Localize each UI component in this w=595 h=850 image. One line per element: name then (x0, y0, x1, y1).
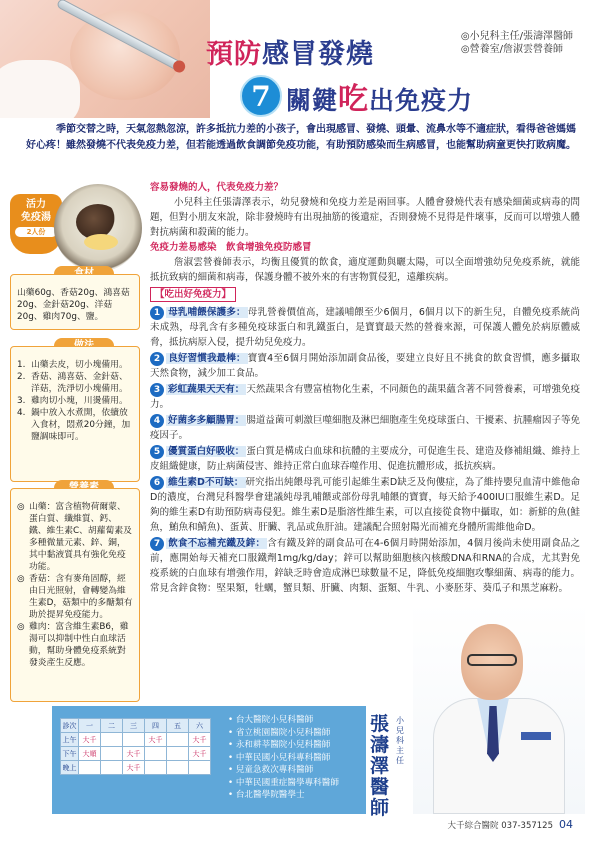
method-step (17, 359, 133, 371)
tips-list (150, 305, 580, 596)
nutrition-text: 雞肉：富含維生素B6，雞湯可以抑制中性白血球活動，幫助身體免疫系統對發炎產生反應。 (29, 622, 129, 668)
main-article (150, 180, 580, 596)
page-footer (448, 818, 573, 831)
schedule-corner: 診次 (61, 719, 79, 733)
headline-part-a: 關鍵 (286, 86, 339, 115)
section-2-text: 詹淑雲營養師表示，均衡且優質的飲食，適度運動與曬太陽，可以全面增強幼兒免疫系統，就能抵抗致病的細菌和病毒，保護身體不被外來的有害物質侵犯，遠離疾病。 (150, 257, 580, 283)
clinic-schedule-table (60, 718, 211, 775)
headline-rest: 感冒發燒 (262, 39, 374, 70)
step-text: 香菇、鴻喜菇、金針菇、洋菇，洗淨切小塊備用。 (31, 372, 128, 394)
tip-number: 2 (150, 352, 164, 366)
soup-photo (54, 184, 142, 272)
tip-item (150, 475, 580, 535)
tip-text: 蛋白質是構成白血球和抗體的主要成分，可促進生長、建造及修補組織、維持上皮組織健康，防止病菌侵害、維持正常白血球吞噬作用、促進抗體形成，抵抗疾病。 (150, 446, 580, 472)
headline-line-2 (240, 74, 473, 118)
headline-part-b: 出免疫力 (369, 86, 474, 115)
recipe-sidebar (10, 184, 140, 706)
cloth-shape (0, 60, 80, 118)
schedule-day: 四 (145, 719, 167, 733)
schedule-day: 一 (79, 719, 101, 733)
author-1: ◎小兒科主任/張濤澤醫師 (460, 31, 573, 42)
tip-item (150, 536, 580, 596)
schedule-session: 晚上 (61, 761, 79, 775)
tip-item (150, 351, 580, 381)
schedule-cell (79, 761, 101, 775)
tip-text: 腸道益菌可刺激巨噬細胞及淋巴細胞產生免疫球蛋白、干擾素、抗腫瘤因子等免疫因子。 (150, 415, 580, 441)
method-step (17, 395, 133, 407)
tip-item (150, 305, 580, 350)
schedule-cell (189, 761, 211, 775)
tip-number: 6 (150, 476, 164, 490)
doctor-name (370, 714, 392, 819)
method-step (17, 407, 133, 443)
name-tag (521, 732, 551, 740)
section-1-text: 小兒科主任張濤澤表示，幼兒發燒和免疫力差是兩回事。人體會發燒代表有感染細菌或病毒的問題，但對小朋友來說，除非發燒時有出現抽筋的後遺症，否則發燒不見得是件壞事，反而可以增強人體對抗病菌和殺菌的能力。 (150, 197, 580, 238)
schedule-cell: 大千 (189, 747, 211, 761)
author-credits (461, 30, 573, 56)
schedule-row (61, 761, 211, 775)
nutrition-box (10, 488, 140, 702)
tip-item (150, 382, 580, 412)
schedule-cell (145, 747, 167, 761)
schedule-cell (145, 761, 167, 775)
method-step (17, 371, 133, 395)
step-number: 1. (17, 360, 26, 370)
schedule-session: 上午 (61, 733, 79, 747)
schedule-cell (101, 733, 123, 747)
credential-item: • 中華民國重症醫學專科醫師 (228, 777, 339, 790)
recipe-servings: 2人份 (15, 227, 57, 237)
nutrition-item (17, 573, 133, 621)
tip-text: 研究指出純餵母乳可能引起維生素D缺乏及佝僂症，為了維持嬰兒血清中維他命D的濃度，台灣兒科醫學會建議純母乳哺餵或部份母乳哺餵的寶寶，每天給予400IU口服維生素D。足夠的維生素D有助預防病毒侵犯。維生素D是脂溶性維生素，可以直接從食物中攝取，如：新鮮的魚(鮭魚，鮪魚和鯖魚)、蛋黃、肝臟、乳品或魚肝油。建議配合照射陽光而補充身體所需維他命D。 (150, 477, 580, 533)
recipe-badge-line-2: 免疫湯 (21, 212, 51, 223)
headline-number-badge: 7 (240, 75, 282, 117)
step-text: 鍋中放入水煮開，依續放入食材，悶煮20分鐘，加鹽調味即可。 (31, 408, 131, 442)
schedule-day: 六 (189, 719, 211, 733)
schedule-cell (167, 747, 189, 761)
credential-item: • 省立桃園醫院小兒科醫師 (228, 727, 339, 740)
tip-text: 天然蔬果含有豐富植物化生素，不同顏色的蔬果蘊含著不同營養素，可增強免疫力。 (150, 384, 580, 410)
credential-item: • 永和耕莘醫院小兒科醫師 (228, 739, 339, 752)
tip-heading: 優質蛋白好吸收： (168, 446, 245, 457)
schedule-cell: 大千 (79, 733, 101, 747)
nutrition-item (17, 501, 133, 573)
schedule-cell: 大千 (145, 733, 167, 747)
step-number: 3. (17, 396, 26, 406)
schedule-day: 三 (123, 719, 145, 733)
credential-item: • 中華民國小兒科專科醫師 (228, 752, 339, 765)
tip-heading: 母乳哺餵保護多： (168, 307, 246, 318)
credential-item: • 兒童急救次專科醫師 (228, 764, 339, 777)
schedule-cell (123, 733, 145, 747)
schedule-cell (167, 733, 189, 747)
schedule-cell: 大千 (123, 747, 145, 761)
author-2: ◎營養室/詹淑雲營養師 (460, 44, 563, 55)
tip-number: 5 (150, 445, 164, 459)
glasses-icon (467, 654, 517, 666)
doctor-name-char: 醫 (370, 776, 390, 798)
tip-heading: 好菌多多顧腸胃： (168, 415, 245, 426)
doctor-photo (413, 602, 585, 814)
doctor-role: 小兒科主任 (396, 716, 404, 765)
schedule-row (61, 747, 211, 761)
recipe-badge-line-1: 活力 (26, 199, 46, 210)
tip-number: 1 (150, 306, 164, 320)
intro-paragraph: 季節交替之時，天氣忽熱忽涼，許多抵抗力差的小孩子，會出現感冒、發燒、頭暈、流鼻水等不適症狀，看得爸爸媽媽好心疼！雖然發燒不代表免疫力差，但若能透過飲食調節免疫功能，有助預防感染而生病感冒，也能幫助病童更快打敗病魔。 (26, 124, 576, 151)
ingredients-text: 山藥60g、香菇20g、鴻喜菇20g、金針菇20g、洋菇20g、雞肉70g、鹽。 (17, 288, 130, 322)
page-number: 04 (559, 818, 573, 831)
doctor-name-panel (366, 706, 412, 819)
tip-text: 母乳營養價值高，建議哺餵至少6個月，6個月以下的新生兒，自體免疫系統尚未成熟，母乳含有多種免疫球蛋白和乳鐵蛋白，是寶寶最天然的營養來源，可保護人體免於病原體威脅，抵抗病原入侵，提升幼兒免疫力。 (150, 307, 580, 348)
tip-number: 3 (150, 383, 164, 397)
tip-number: 4 (150, 414, 164, 428)
step-text: 雞肉切小塊，川燙備用。 (31, 396, 128, 406)
nutrition-text: 香菇：含有麥角固醇，經由日光照射，會轉變為維生素D，菇類中的多醣類有助於提昇免疫能力。 (29, 574, 133, 620)
tip-text: 含有鐵及鋅的副食品可在4-6個月時開始添加，4個月後尚未使用副食品之前，應開始每天補充口服鐵劑1mg/kg/day；鋅可以幫助細胞核內核酸DNA和RNA的合成，尤其對免疫系統的白血球有增強作用，鋅缺乏時會造成淋巴球數量不足，降低免疫細胞攻擊細菌、病毒的能力。常見含鋅食物：堅果類，牡蠣，蟹貝類、肝臟、肉類、蛋類、牛乳、小麥胚芽、葵瓜子和黑芝麻粉。 (150, 538, 580, 594)
section-1-title: 容易發燒的人，代表免疫力差？ (150, 182, 284, 193)
method-box (10, 346, 140, 482)
nutrition-item (17, 621, 133, 669)
bullet-icon: ◎ (17, 622, 25, 632)
schedule-day: 五 (167, 719, 189, 733)
headline-highlight-2: 吃 (338, 82, 370, 117)
step-text: 山藥去皮，切小塊備用。 (31, 360, 128, 370)
hero-photo (0, 0, 210, 118)
schedule-cell (167, 761, 189, 775)
nutrition-list (11, 489, 139, 675)
doctor-name-char: 澤 (370, 755, 390, 777)
step-number: 2. (17, 372, 26, 382)
headline-line-1 (206, 32, 374, 71)
schedule-cell: 大順 (79, 747, 101, 761)
doctor-name-char: 濤 (370, 734, 390, 756)
schedule-session: 下午 (61, 747, 79, 761)
tip-heading: 良好習慣我最棒： (168, 353, 246, 364)
schedule-header-row (61, 719, 211, 733)
headline-text (286, 74, 473, 118)
tip-item (150, 413, 580, 443)
section-2-title: 免疫力差易感染 飲食增強免疫防感冒 (150, 242, 312, 253)
bullet-icon: ◎ (17, 574, 25, 584)
credential-item: • 台大醫院小兒科醫師 (228, 714, 339, 727)
bullet-icon: ◎ (17, 502, 25, 512)
schedule-cell (101, 747, 123, 761)
tip-heading: 維生素D不可缺： (168, 477, 244, 488)
method-steps (17, 359, 133, 443)
tip-number: 7 (150, 537, 164, 551)
credentials-list (228, 714, 339, 802)
schedule-day: 二 (101, 719, 123, 733)
schedule-cell (101, 761, 123, 775)
footer-hospital: 大千綜合醫院 037-357125 (447, 821, 553, 831)
tip-heading: 飲食不忘補充鐵及鋅： (168, 538, 266, 549)
headline-highlight: 預防 (206, 39, 262, 70)
tip-text: 寶寶4至6個月開始添加副食品後，要建立良好且不挑食的飲食習慣，應多攝取天然食物，減少加工食品。 (150, 353, 580, 379)
ingredients-box (10, 274, 140, 330)
nutrition-text: 山藥：富含植物荷爾蒙、蛋白質、纖維質、鈣、鐵、維生素C、胡蘿蔔素及多種微量元素、鋅、銅，其中黏液質具有強化免疫功能。 (29, 502, 132, 572)
doctor-name-char: 張 (370, 713, 390, 735)
tips-heading: 【吃出好免疫力】 (150, 287, 236, 302)
tip-item (150, 444, 580, 474)
tip-heading: 彩虹蔬果天天有： (168, 384, 245, 395)
step-number: 4. (17, 408, 26, 418)
schedule-row (61, 733, 211, 747)
schedule-cell: 大千 (189, 733, 211, 747)
doctor-name-char: 師 (370, 797, 390, 819)
schedule-cell: 大千 (123, 761, 145, 775)
credential-item: • 台北醫學院醫學士 (228, 789, 339, 802)
